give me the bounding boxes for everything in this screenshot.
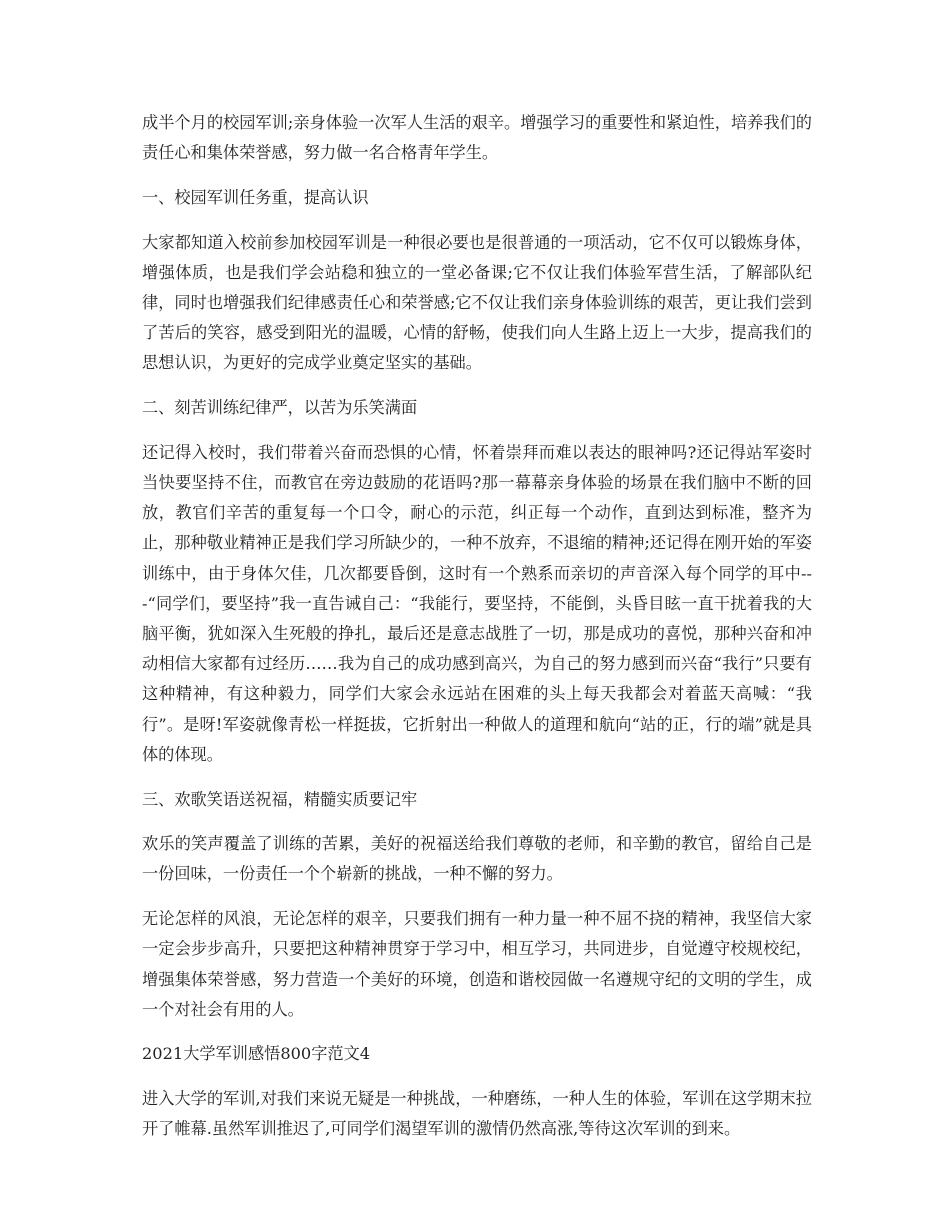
section-heading: 一、校园军训任务重，提高认识 [142, 187, 369, 207]
body-paragraph: 无论怎样的风浪，无论怎样的艰辛，只要我们拥有一种力量一种不屈不挠的精神，我坚信大家一定会步步高升，只要把这种精神贯穿于学习中，相互学习，共同进步，自觉遵守校规校纪，增强集体荣誉感，努力营造一个美好的环境，创造和谐校园做一名遵规守纪的文明的学生，成一个对社会有用的人。 [142, 909, 812, 1019]
article-title: 2021大学军训感悟800字范文4 [142, 1044, 371, 1064]
body-paragraph: 成半个月的校园军训;亲身体验一次军人生活的艰辛。增强学习的重要性和紧迫性，培养我们的责任心和集体荣誉感，努力做一名合格青年学生。 [142, 113, 812, 163]
document-body [142, 108, 812, 1159]
body-paragraph: 欢乐的笑声覆盖了训练的苦累，美好的祝福送给我们尊敬的老师，和辛勤的教官，留给自己是一份回味，一份责任一个个崭新的挑战，一种不懈的努力。 [142, 834, 812, 884]
section-heading: 二、刻苦训练纪律严，以苦为乐笑满面 [142, 398, 418, 418]
body-paragraph: 大家都知道入校前参加校园军训是一种很必要也是很普通的一项活动，它不仅可以锻炼身体，增强体质，也是我们学会站稳和独立的一堂必备课;它不仅让我们体验军营生活，了解部队纪律，同时也增强我们纪律感责任心和荣誉感;它不仅让我们亲身体验训练的艰苦，更让我们尝到了苦后的笑容，感受到阳光的温暖，心情的舒畅，使我们向人生路上迈上一大步，提高我们的思想认识，为更好的完成学业奠定坚实的基础。 [142, 232, 812, 373]
body-paragraph: 还记得入校时，我们带着兴奋而恐惧的心情，怀着崇拜而难以表达的眼神吗?还记得站军姿时当快要坚持不住，而教官在旁边鼓励的花语吗?那一幕幕亲身体验的场景在我们脑中不断的回放，教官们辛苦的重复每一个口令，耐心的示范，纠正每一个动作，直到达到标准，整齐为止，那种敬业精神正是我们学习所缺少的，一种不放弃，不退缩的精神;还记得在刚开始的军姿训练中，由于身体欠佳，几次都要昏倒，这时有一个熟系而亲切的声音深入每个同学的耳中---“同学们，要坚持”我一直告诫自己：“我能行，要坚持，不能倒，头昏目眩一直干扰着我的大脑平衡，犹如深入生死般的挣扎，最后还是意志战胜了一切，那是成功的喜悦，那种兴奋和冲动相信大家都有过经历……我为自己的成功感到高兴，为自己的努力感到而兴奋“我行”只要有这种精神，有这种毅力，同学们大家会永远站在困难的头上每天我都会对着蓝天高喊：“我行”。是呀!军姿就像青松一样挺拔，它折射出一种做人的道理和航向“站的正，行的端”就是具体的体现。 [142, 442, 812, 764]
section-heading: 三、欢歌笑语送祝福，精髓实质要记牢 [142, 789, 418, 809]
body-paragraph: 进入大学的军训,对我们来说无疑是一种挑战，一种磨练，一种人生的体验，军训在这学期末拉开了帷幕.虽然军训推迟了,可同学们渴望军训的激情仍然高涨,等待这次军训的到来。 [142, 1089, 812, 1139]
